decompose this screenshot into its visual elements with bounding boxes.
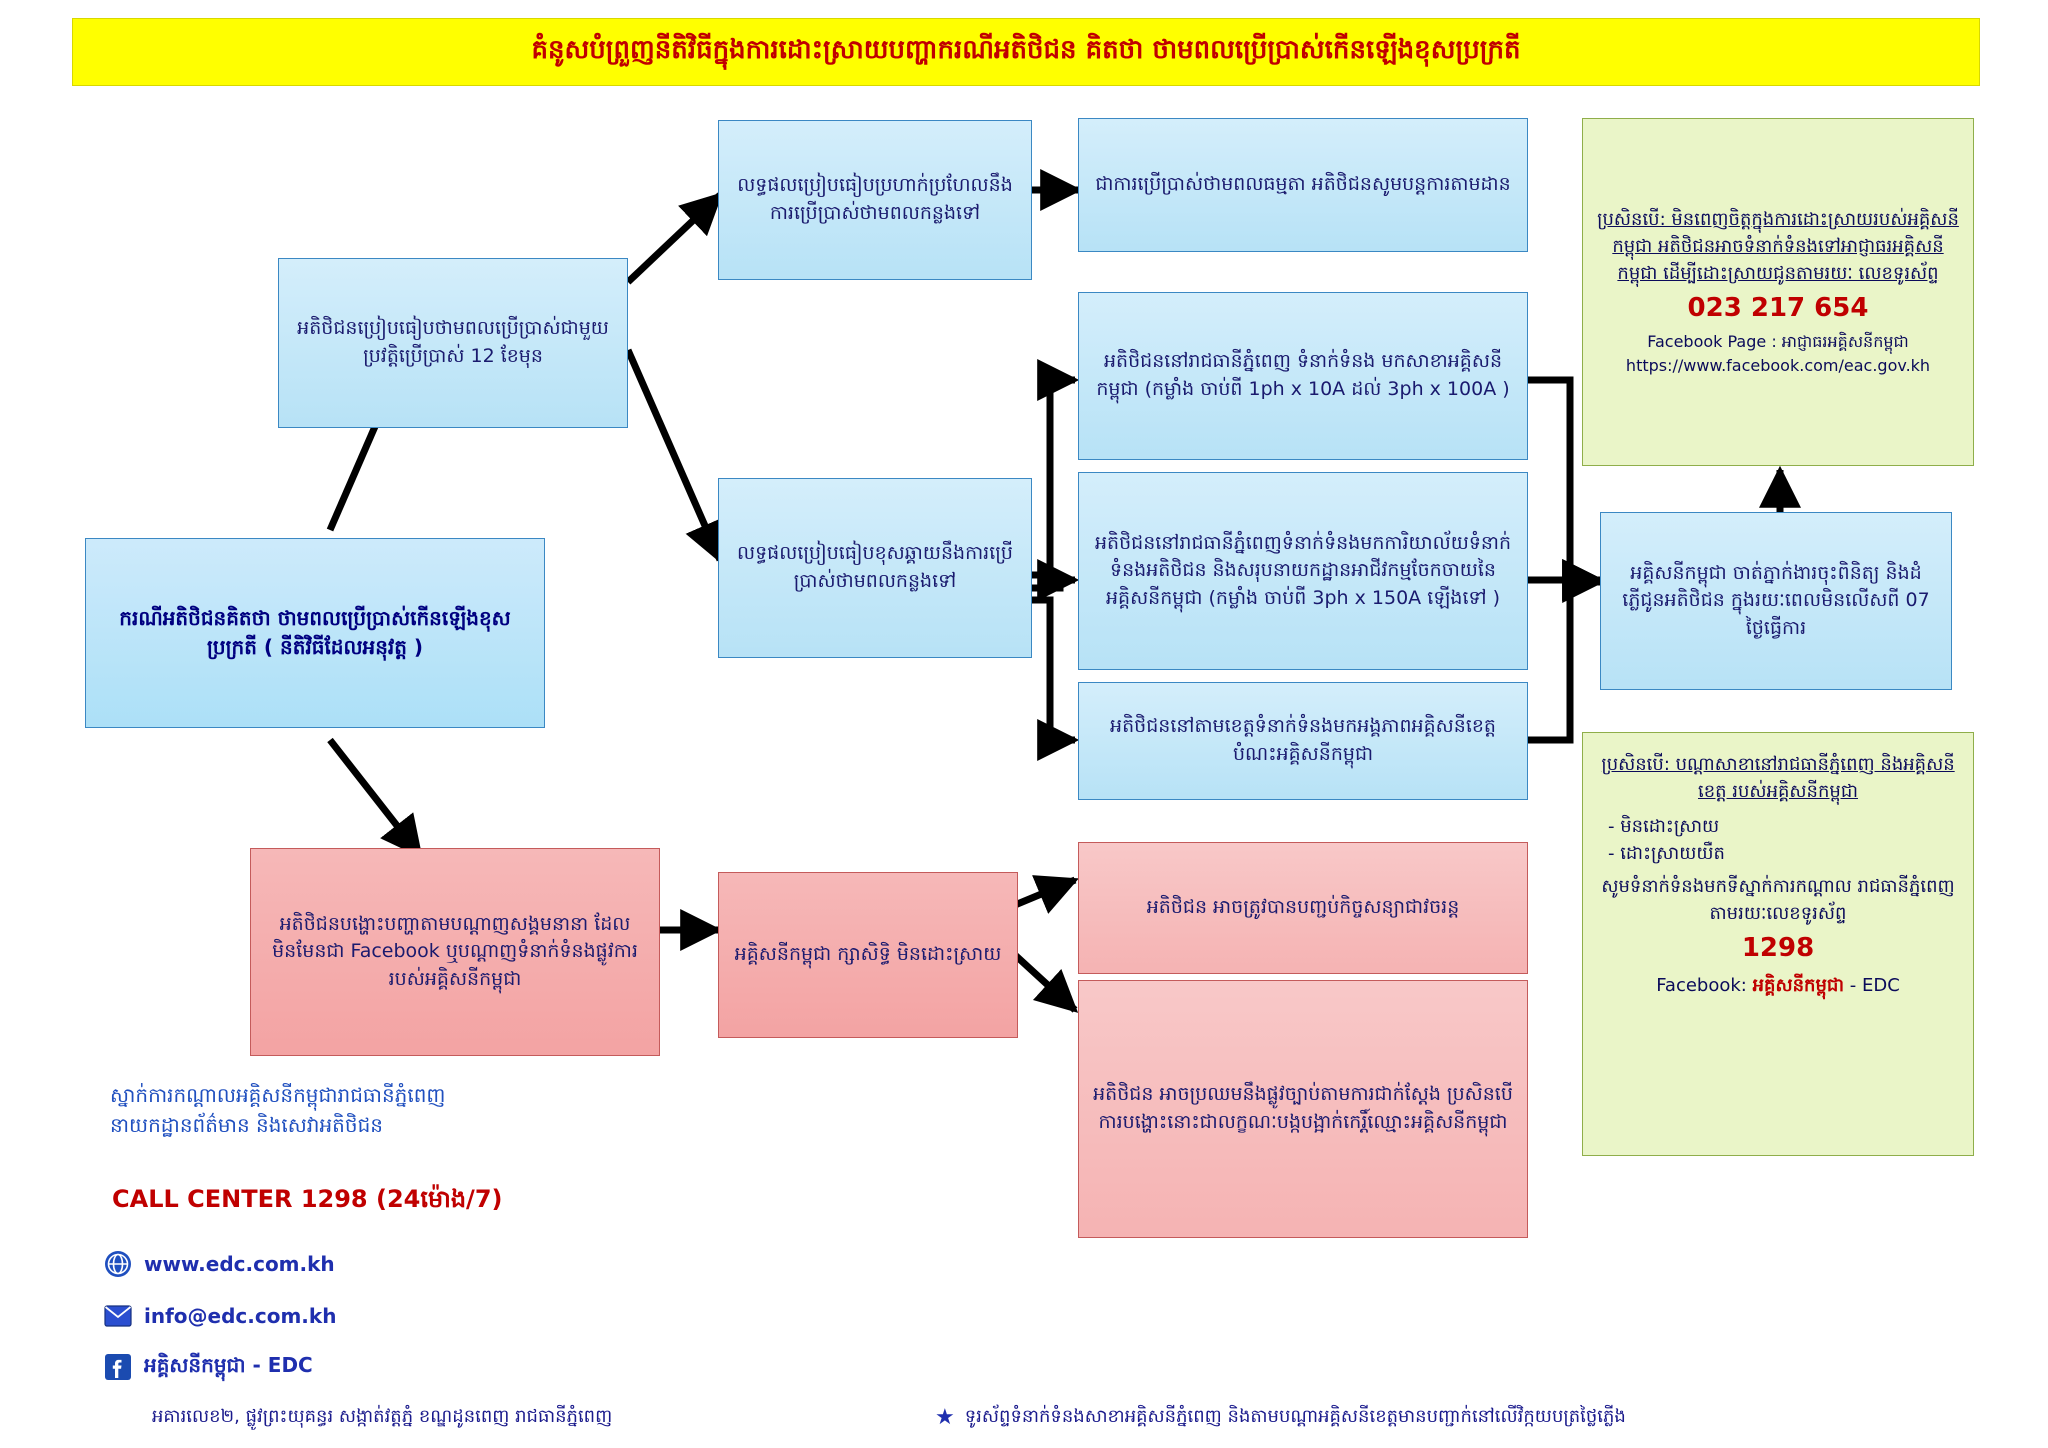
facebook-row[interactable] [104, 1352, 313, 1382]
contact-text-line-1: ស្នាក់ការកណ្ដាលអគ្គិសនីកម្ពុជារាជធានីភ្នំពេញ [110, 1083, 446, 1107]
email-text[interactable]: info@edc.com.kh [144, 1304, 337, 1328]
node-compare-12-months: អតិថិជនប្រៀបធៀបថាមពលប្រើប្រាស់ជាមួយប្រវត្តិប្រើប្រាស់ 12 ខែមុន [278, 258, 628, 428]
footnote-text: ទូរស័ព្ទទំនាក់ទំនងសាខាអគ្គិសនីភ្នំពេញ និងតាមបណ្ដាអគ្គិសនីខេត្តមានបញ្ជាក់នៅលើវិក្កយបត្រថ្លៃភ្លើង [964, 1406, 1626, 1427]
node-start: ករណីអតិថិជនគិតថា ថាមពលប្រើប្រាស់កើនឡើងខុសប្រក្រតី ( នីតិវិធីដែលអនុវត្ត ) [85, 538, 545, 728]
node-contract-termination: អតិថិជន អាចត្រូវបានបញ្ជប់កិច្ចសន្យាជាវចរន្ត [1078, 842, 1528, 974]
hq-facebook-name[interactable]: អគ្គិសនីកម្ពុជា [1752, 975, 1845, 996]
node-result-similar: លទ្ធផលប្រៀបធៀបប្រហាក់ប្រហែលនឹងការប្រើប្រាស់ថាមពលកន្លងទៅ [718, 120, 1032, 280]
phone-footnote [935, 1404, 1626, 1431]
node-result-different: លទ្ធផលប្រៀបធៀបខុសឆ្គាយនឹងការប្រើប្រាស់ថាមពលកន្លងទៅ [718, 478, 1032, 658]
node-contact-customer-service-dept: អតិថិជននៅរាជធានីភ្នំពេញទំនាក់ទំនងមកការិយាល័យទំនាក់ទំនងអតិថិជន និងសរុបនាយកដ្ឋានអាជីវកម្មចែកចាយនៃអគ្គិសនីកម្ពុជា (កម្លាំង ចាប់ពី 3ph x 150A ឡើងទៅ ) [1078, 472, 1528, 670]
node-normal-usage: ជាការប្រើប្រាស់ថាមពលធម្មតា អតិថិជនសូមបន្តការតាមដាន [1078, 118, 1528, 252]
hq-phone: 1298 [1741, 933, 1815, 963]
office-address: អគារលេខ២, ផ្លូវព្រះយុគន្ធរ សង្កាត់វត្តភ្នំ ខណ្ឌដូនពេញ រាជធានីភ្នំពេញ [152, 1406, 613, 1427]
panel-escalate-to-eac [1582, 118, 1974, 466]
call-center-label: CALL CENTER 1298 (24ម៉ោង/7) [112, 1185, 503, 1213]
facebook-icon [104, 1353, 132, 1381]
star-icon: ★ [935, 1405, 955, 1430]
node-edc-resolve-7-days: អគ្គិសនីកម្ពុជា ចាត់ភ្នាក់ងារចុះពិនិត្យ និងដំភ្លើជូនអតិថិជន ក្នុងរយៈពេលមិនលើសពី 07 ថ្ងៃធ្វើការ [1600, 512, 1952, 690]
hq-intro-text: ប្រសិនបើ: បណ្ដាសាខានៅរាជធានីភ្នំពេញ និងអគ្គិសនីខេត្ត របស់អគ្គិសនីកម្ពុជា [1601, 754, 1955, 802]
hq-facebook-prefix: Facebook: [1656, 975, 1747, 996]
eac-phone: 023 217 654 [1687, 293, 1869, 323]
globe-icon [104, 1250, 132, 1278]
hq-note-text: សូមទំនាក់ទំនងមកទីស្នាក់ការកណ្ដាល រាជធានីភ្នំពេញ តាមរយៈលេខទូរស័ព្ទ [1601, 876, 1955, 924]
panel-escalate-to-hq [1582, 732, 1974, 1156]
facebook-text[interactable]: អគ្គិសនីកម្ពុជា - EDC [144, 1353, 313, 1377]
hq-facebook-suffix: - EDC [1849, 975, 1900, 996]
page-title: គំនូសបំព្រួញនីតិវិធីក្នុងការដោះស្រាយបញ្ហាករណីអតិថិជន គិតថា ថាមពលប្រើប្រាស់កើនឡើងខុសប្រក្រតី [72, 18, 1980, 86]
hq-bullet-no-resolution: - មិនដោះស្រាយ [1608, 816, 1720, 837]
node-contact-phnom-penh-branch: អតិថិជននៅរាជធានីភ្នំពេញ ទំនាក់ទំនង មកសាខាអគ្គិសនីកម្ពុជា (កម្លាំង ចាប់ពី 1ph x 10A ដល់ 3ph x 100A ) [1078, 292, 1528, 460]
eac-facebook-url[interactable]: https://www.facebook.com/eac.gov.kh [1625, 356, 1931, 375]
node-post-on-social-media: អតិថិជនបង្ហោះបញ្ហាតាមបណ្ដាញសង្គមនានា ដែលមិនមែនជា Facebook ឬបណ្ដាញទំនាក់ទំនងផ្លូវការរបស់អគ្គិសនីកម្ពុជា [250, 848, 660, 1056]
contact-text-line-2: នាយកដ្ឋានព័ត៌មាន និងសេវាអតិថិជន [110, 1113, 383, 1137]
node-contact-province-unit: អតិថិជននៅតាមខេត្តទំនាក់ទំនងមកអង្គភាពអគ្គិសនីខេត្តបំណះអគ្គិសនីកម្ពុជា [1078, 682, 1528, 800]
hq-bullet-slow-resolution: - ដោះស្រាយយឺត [1608, 843, 1725, 864]
mail-icon [104, 1302, 132, 1330]
eac-intro-text: ប្រសិនបើ: មិនពេញចិត្តក្នុងការដោះស្រាយរបស់អគ្គិសនីកម្ពុជា អតិថិជនអាចទំនាក់ទំនងទៅអាជ្ញាធរអគ្គិសនីកម្ពុជា ដើម្បីដោះស្រាយជូនតាមរយៈ លេខទូរស័ព្ទ [1597, 209, 1959, 284]
hq-contact-line-1 [110, 1080, 670, 1140]
website-text[interactable]: www.edc.com.kh [144, 1252, 335, 1276]
email-row[interactable] [104, 1302, 336, 1330]
website-row[interactable] [104, 1250, 335, 1278]
eac-facebook-label: Facebook Page : អាជ្ញាធរអគ្គិសនីកម្ពុជា [1647, 332, 1909, 351]
node-legal-risk: អតិថិជន អាចប្រឈមនឹងផ្លូវច្បាប់តាមការជាក់ស្ដែង ប្រសិនបើការបង្ហោះនោះជាលក្ខណៈបង្កបង្អាក់កេរ្តិ៍ឈ្មោះអគ្គិសនីកម្ពុជា [1078, 980, 1528, 1238]
node-edc-reserves-right: អគ្គិសនីកម្ពុជា ក្សាសិទ្ធិ មិនដោះស្រាយ [718, 872, 1018, 1038]
